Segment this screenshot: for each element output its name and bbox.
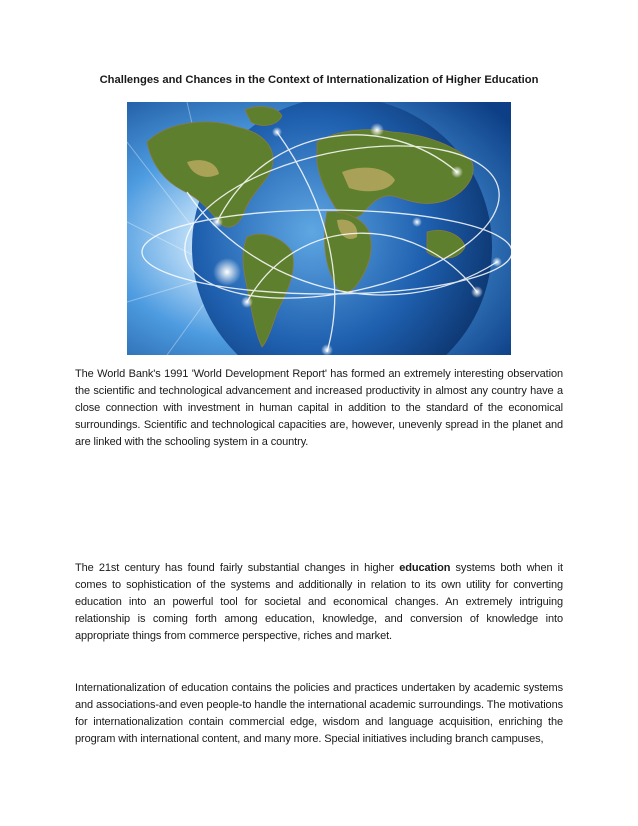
globe-network-illustration — [127, 102, 511, 355]
bold-keyword-education: education — [399, 562, 451, 574]
document-title: Challenges and Chances in the Context of Internationalization of Higher Education — [99, 74, 539, 86]
paragraph-text-before: The 21st century has found fairly substantial changes in higher — [75, 562, 400, 574]
paragraph-21st-century-changes — [75, 560, 563, 645]
paragraph-world-bank-report: The World Bank's 1991 'World Development Report' has formed an extremely interesting observation the scientific and technological advancement and increased productivity in almost any country have a close connection with investment in human capital in addition to the standard of the economical surroundings. Scientific and technological capacities are, however, unevenly spread in the planet and are linked with the schooling system in a country. — [75, 368, 563, 448]
paragraph-text-after: systems both when it comes to sophistication of the systems and additionally in relation to its own utility for converting education into an powerful tool for societal and economical changes. An extremely intriguing relationship is coming forth among education, knowledge, and conversion of knowledge into appropriate things from commerce perspective, riches and market. — [75, 562, 563, 642]
globe-network-image — [127, 102, 511, 355]
paragraph-internationalization: Internationalization of education contains the policies and practices undertaken by academic systems and associations-and even people-to handle the international academic surroundings. The motivations for internationalization contain commercial edge, wisdom and language acquisition, enriching the program with international content, and many more. Special initiatives including branch campuses, — [75, 682, 563, 745]
